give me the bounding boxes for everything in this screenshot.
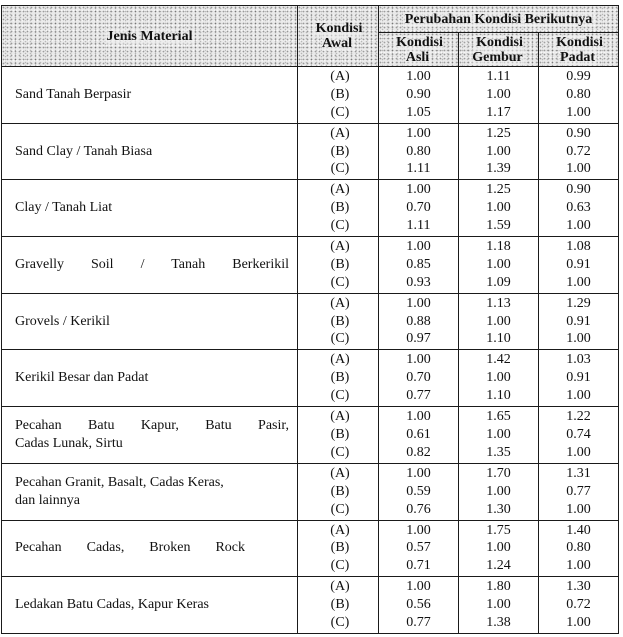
condition-cell: (A) (B) (C) bbox=[298, 463, 379, 520]
gembur-values: 1.70 1.00 1.30 bbox=[459, 463, 539, 520]
condition-cell: (A) (B) (C) bbox=[298, 407, 379, 464]
padat-values: 1.31 0.77 1.00 bbox=[539, 463, 619, 520]
header-perubahan-kondisi: Perubahan Kondisi Berikutnya bbox=[379, 6, 619, 33]
header-kondisi-gembur: Kondisi Gembur bbox=[459, 33, 539, 67]
asli-values: 1.00 0.61 0.82 bbox=[379, 407, 459, 464]
padat-values: 0.90 0.72 1.00 bbox=[539, 123, 619, 180]
padat-values: 1.08 0.91 1.00 bbox=[539, 237, 619, 294]
gembur-values: 1.75 1.00 1.24 bbox=[459, 520, 539, 577]
condition-cell: (A) (B) (C) bbox=[298, 350, 379, 407]
asli-values: 1.00 0.85 0.93 bbox=[379, 237, 459, 294]
condition-cell: (A) (B) (C) bbox=[298, 520, 379, 577]
material-group-row bbox=[2, 520, 619, 577]
material-name: Pecahan Granit, Basalt, Cadas Keras, dan lainnya bbox=[2, 463, 298, 520]
gembur-values: 1.11 1.00 1.17 bbox=[459, 67, 539, 124]
condition-cell: (A) (B) (C) bbox=[298, 67, 379, 124]
gembur-values: 1.80 1.00 1.38 bbox=[459, 577, 539, 634]
swell-factor-table bbox=[1, 5, 619, 634]
gembur-values: 1.18 1.00 1.09 bbox=[459, 237, 539, 294]
padat-values: 1.03 0.91 1.00 bbox=[539, 350, 619, 407]
header-kondisi-awal: Kondisi Awal bbox=[298, 6, 379, 67]
material-name: Ledakan Batu Cadas, Kapur Keras bbox=[2, 577, 298, 634]
padat-values: 1.40 0.80 1.00 bbox=[539, 520, 619, 577]
asli-values: 1.00 0.70 1.11 bbox=[379, 180, 459, 237]
gembur-values: 1.25 1.00 1.39 bbox=[459, 123, 539, 180]
material-group-row bbox=[2, 67, 619, 124]
material-name: Pecahan Cadas, Broken Rock bbox=[2, 520, 298, 577]
material-name: Pecahan Batu Kapur, Batu Pasir, Cadas Lunak, Sirtu bbox=[2, 407, 298, 464]
condition-cell: (A) (B) (C) bbox=[298, 293, 379, 350]
gembur-values: 1.65 1.00 1.35 bbox=[459, 407, 539, 464]
material-name: Clay / Tanah Liat bbox=[2, 180, 298, 237]
gembur-values: 1.13 1.00 1.10 bbox=[459, 293, 539, 350]
material-group-row bbox=[2, 123, 619, 180]
asli-values: 1.00 0.57 0.71 bbox=[379, 520, 459, 577]
padat-values: 1.22 0.74 1.00 bbox=[539, 407, 619, 464]
condition-cell: (A) (B) (C) bbox=[298, 180, 379, 237]
material-name: Sand Tanah Berpasir bbox=[2, 67, 298, 124]
padat-values: 1.30 0.72 1.00 bbox=[539, 577, 619, 634]
condition-cell: (A) (B) (C) bbox=[298, 577, 379, 634]
asli-values: 1.00 0.90 1.05 bbox=[379, 67, 459, 124]
condition-cell: (A) (B) (C) bbox=[298, 237, 379, 294]
asli-values: 1.00 0.88 0.97 bbox=[379, 293, 459, 350]
padat-values: 1.29 0.91 1.00 bbox=[539, 293, 619, 350]
padat-values: 0.90 0.63 1.00 bbox=[539, 180, 619, 237]
header-kondisi-asli: Kondisi Asli bbox=[379, 33, 459, 67]
material-name: Sand Clay / Tanah Biasa bbox=[2, 123, 298, 180]
header-jenis-material: Jenis Material bbox=[2, 6, 298, 67]
swell-factor-table-container bbox=[1, 5, 618, 634]
gembur-values: 1.25 1.00 1.59 bbox=[459, 180, 539, 237]
material-group-row bbox=[2, 463, 619, 520]
condition-cell: (A) (B) (C) bbox=[298, 123, 379, 180]
header-kondisi-padat: Kondisi Padat bbox=[539, 33, 619, 67]
material-name: Grovels / Kerikil bbox=[2, 293, 298, 350]
material-group-row bbox=[2, 407, 619, 464]
asli-values: 1.00 0.70 0.77 bbox=[379, 350, 459, 407]
material-group-row bbox=[2, 237, 619, 294]
material-group-row bbox=[2, 350, 619, 407]
material-group-row bbox=[2, 180, 619, 237]
padat-values: 0.99 0.80 1.00 bbox=[539, 67, 619, 124]
material-name: Kerikil Besar dan Padat bbox=[2, 350, 298, 407]
material-group-row bbox=[2, 577, 619, 634]
asli-values: 1.00 0.80 1.11 bbox=[379, 123, 459, 180]
asli-values: 1.00 0.56 0.77 bbox=[379, 577, 459, 634]
gembur-values: 1.42 1.00 1.10 bbox=[459, 350, 539, 407]
material-name: Gravelly Soil / Tanah Berkerikil bbox=[2, 237, 298, 294]
material-group-row bbox=[2, 293, 619, 350]
asli-values: 1.00 0.59 0.76 bbox=[379, 463, 459, 520]
